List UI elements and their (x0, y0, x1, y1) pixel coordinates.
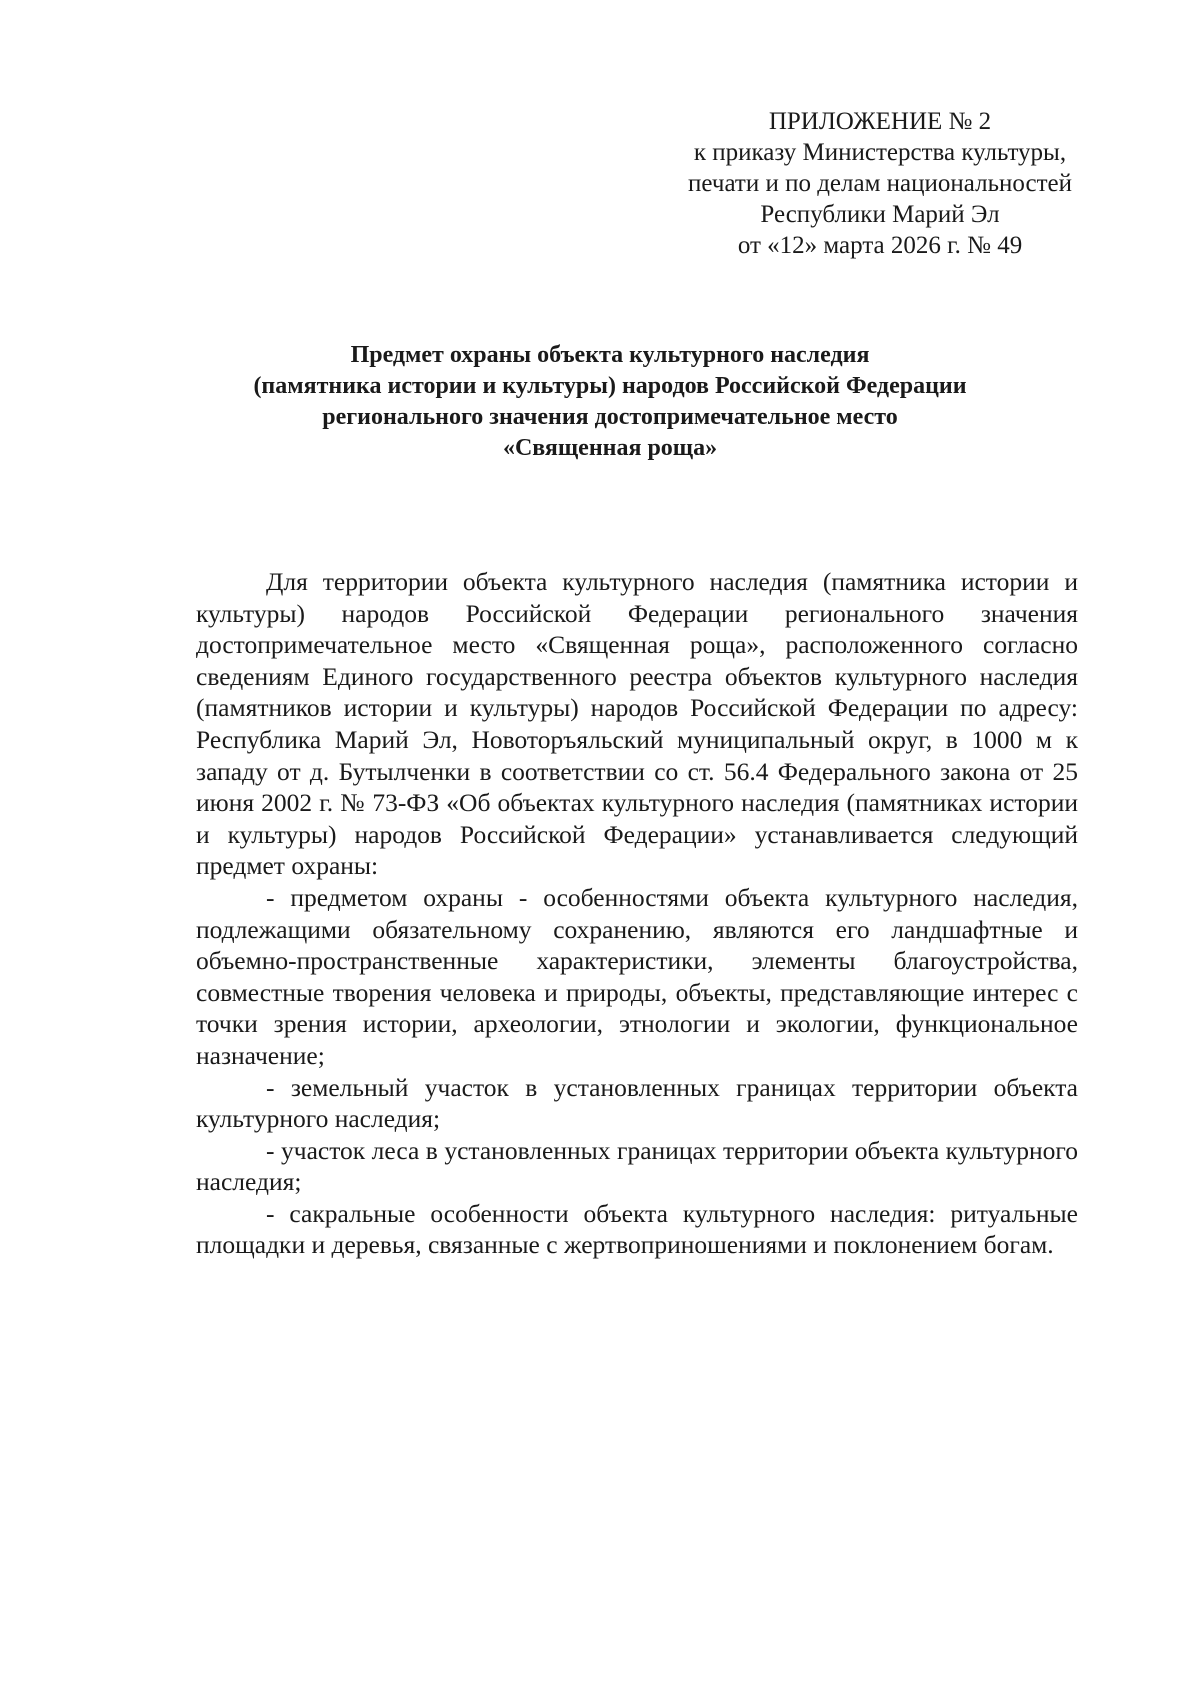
document-body (196, 566, 1078, 1261)
appendix-line: к приказу Министерства культуры, (693, 139, 1067, 166)
appendix-line: печати и по делам национальностей (688, 170, 1072, 197)
appendix-line: Республики Марий Эл (760, 201, 1000, 228)
heading-line: регионального значения достопримечательное место (322, 404, 898, 430)
heading-line: «Священная роща» (502, 435, 718, 461)
appendix-block (640, 106, 1120, 261)
heading-line: Предмет охраны объекта культурного наследия (350, 342, 870, 368)
document-heading (160, 340, 1060, 464)
list-item: - участок леса в установленных границах территории объекта культурного наследия; (196, 1135, 1078, 1197)
intro-paragraph: Для территории объекта культурного наследия (памятника истории и культуры) народов Российской Федерации регионального значения достопримечательное место «Священная роща», расположенного согласно сведениям Единого государственного реестра объектов культурного наследия (памятников истории и культуры) народов Российской Федерации по адресу: Республика Марий Эл, Новоторъяльский муниципальный округ, в 1000 м к западу от д. Бутылченки в соответствии со ст. 56.4 Федерального закона от 25 июня 2002 г. № 73-ФЗ «Об объектах культурного наследия (памятниках истории и культуры) народов Российской Федерации» устанавливается следующий предмет охраны: (196, 567, 1078, 881)
list-item: - предметом охраны - особенностями объекта культурного наследия, подлежащими обязательному сохранению, являются его ландшафтные и объемно-пространственные характеристики, элементы благоустройства, совместные творения человека и природы, объекты, представляющие интерес с точки зрения истории, археологии, этнологии и экологии, функциональное назначение; (196, 882, 1078, 1070)
heading-line: (памятника истории и культуры) народов Российской Федерации (253, 373, 967, 399)
appendix-title: ПРИЛОЖЕНИЕ № 2 (768, 108, 992, 135)
list-item: - земельный участок в установленных границах территории объекта культурного наследия; (196, 1072, 1078, 1134)
appendix-date-line: от «12» марта 2026 г. № 49 (737, 232, 1023, 259)
list-item: - сакральные особенности объекта культурного наследия: ритуальные площадки и деревья, связанные с жертвоприношениями и поклонением богам. (196, 1198, 1078, 1260)
